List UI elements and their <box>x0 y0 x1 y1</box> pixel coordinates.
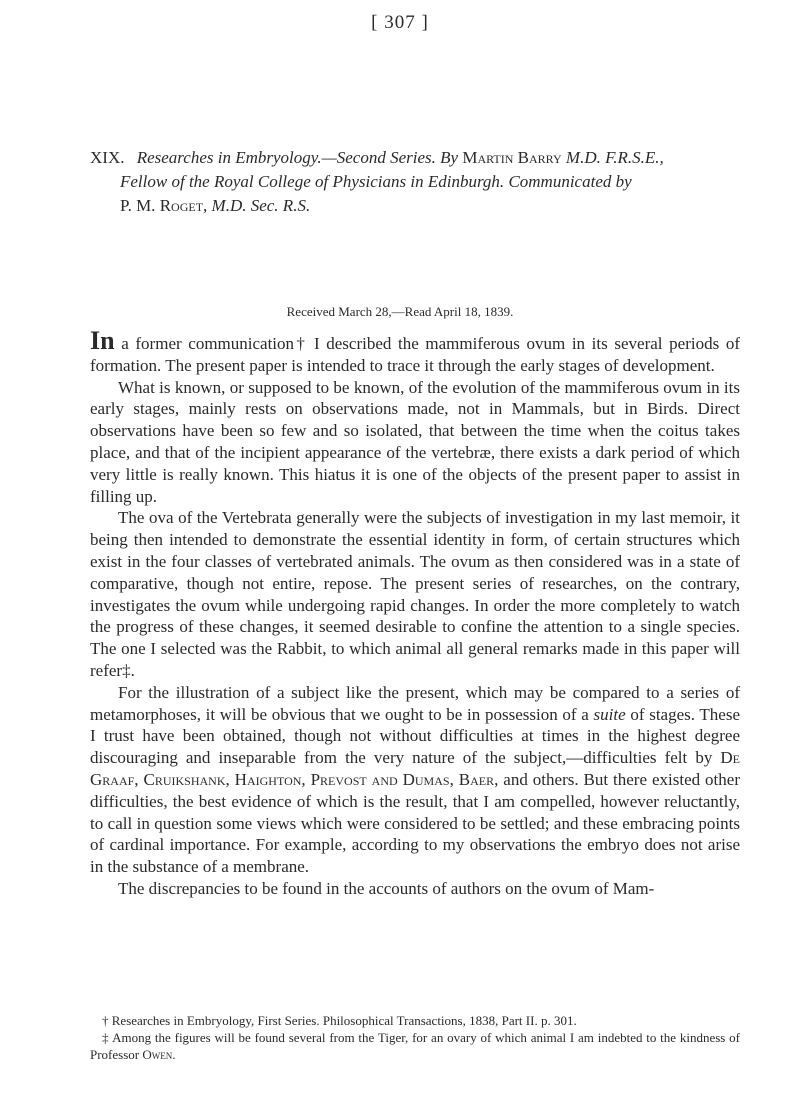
author-degrees: M.D. F.R.S.E., <box>565 148 664 167</box>
paragraph-3: The ova of the Vertebrata generally were the subjects of investigation in my last memoir, it being then intended to demonstrate the essential identity in form, of certain structures which exist in the four classes of vertebrated animals. The ovum as then considered was in a state of comparative, though not entire, repose. The present series of researches, on the contrary, investigates the ovum while undergoing rapid changes. In order the more completely to watch the progress of these changes, it seemed desirable to confine the attention to a single species. The one I selected was the Rabbit, to which animal all general remarks made in this paper will refer‡. <box>90 508 740 680</box>
paragraph-4-text-b: of stages. These I trust have been obtained, though not without difficulties at times in the highest degree discouraging and inseparable from the very nature of the subject,—difficulties felt by <box>90 704 740 768</box>
paragraph-5: The discrepancies to be found in the accounts of authors on the ovum of Mam- <box>118 878 655 898</box>
author-fellowship: Fellow of the Royal College of Physicians in Edinburgh. <box>120 172 505 191</box>
footnote-1: † Researches in Embryology, First Series. Philosophical Transactions, 1838, Part II. p. 301. <box>102 1013 577 1028</box>
paragraph-4-authors: De Graaf, Cruikshank, Haighton, Prevost and Dumas, Baer, <box>90 748 740 789</box>
article-body <box>90 326 740 900</box>
paragraph-2: What is known, or supposed to be known, of the evolution of the mammiferous ovum in its early stages, mainly rests on observations made, not in Mammals, but in Birds. Direct observations have been so few and so isolated, that between the time when the coitus takes place, and that of the incipient appearance of the vertebræ, there exists a dark period of which very little is really known. This hiatus it is one of the objects of the present paper to assist in filling up. <box>90 377 740 506</box>
heading-line-1 <box>90 146 740 170</box>
heading-line-2 <box>90 170 740 194</box>
heading-line-3: P. M. Roget, M.D. Sec. R.S. <box>120 196 311 215</box>
paragraph-4-text-c: and others. But there existed other difficulties, the best evidence of which is the result, that I am compelled, however reluctantly, to call in question some views which were considered to be settled; and these embracing points of cardinal importance. For example, according to my observations the embryo does not arise in the substance of a membrane. <box>90 769 740 877</box>
by-label: By <box>440 148 459 167</box>
author-name: Martin Barry <box>462 148 562 167</box>
received-date: Received March 28,—Read April 18, 1839. <box>286 304 514 319</box>
page-number: [ 307 ] <box>371 12 429 33</box>
drop-cap: In <box>90 326 115 355</box>
article-title: Researches in Embryology.—Second Series. <box>136 148 436 167</box>
communicated-label: Communicated by <box>508 172 632 191</box>
footnotes <box>90 1012 740 1063</box>
article-heading <box>90 146 740 218</box>
paragraph-4 <box>90 682 740 878</box>
paragraph-4-suite: suite <box>593 704 626 724</box>
communicator-name: Roget <box>159 196 204 215</box>
footnote-2-text: ‡ Among the figures will be found several from the Tiger, for an ovary of which animal I am indebted to the kindness of Professor <box>90 1030 740 1062</box>
footnote-2-name: Owen. <box>142 1047 176 1062</box>
footnote-2 <box>90 1029 740 1063</box>
communicator-initials: P. M. <box>120 196 156 215</box>
paragraph-1-text: a former communication† I described the mammiferous ovum in its several periods of formation. The present paper is intended to trace it through the early stages of development. <box>90 334 740 375</box>
article-number: XIX. <box>90 148 125 167</box>
communicator-degrees: M.D. Sec. R.S. <box>211 196 311 215</box>
paragraph-1 <box>90 326 740 377</box>
paragraph-4-text-a: For the illustration of a subject like the present, which may be compared to a series of metamorphoses, it will be obvious that we ought to be in possession of a <box>90 682 740 724</box>
